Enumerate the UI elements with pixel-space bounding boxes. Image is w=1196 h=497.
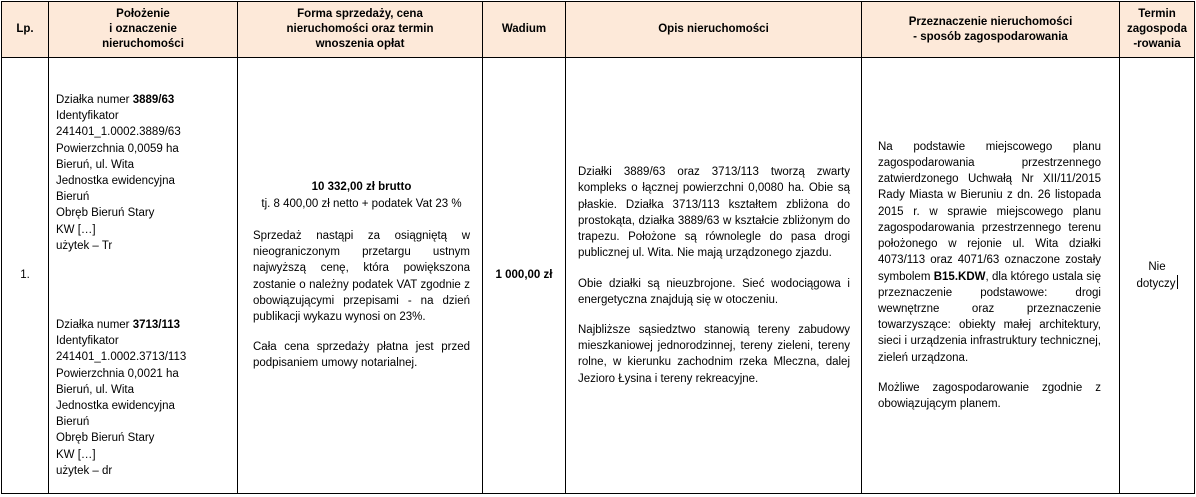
cell-lp: 1. [2, 58, 49, 494]
dzialka-2-number: 3713/113 [132, 319, 181, 332]
cell-wadium: 1 000,00 zł [483, 58, 566, 494]
warunki-sprzedazy: Sprzedaż nastąpi za osiągniętą w nieograniczonym przetargu ustnym najwyższą cenę, która powiększona zostanie o należny podatek VAT zgodnie z obowiązującymi przepisami - na dzień publikacji wykazu wynosi on 23%. [253, 229, 470, 323]
header-przeznaczenie: Przeznaczenie nieruchomości - sposób zagospodarowania [862, 2, 1120, 58]
opis-paragraph-1: Działki 3889/63 oraz 3713/113 tworzą zwarty kompleks o łącznej powierzchni 0,0080 ha. Obie są płaskie. Działka 3713/113 kształtem zbliżona do prostokąta, działka 3889/63 w kształcie zbliżonym do trapezu. Położone są równolegle do pasa drogi publicznej ul. Wita. Nie mają urządzonego zjazdu. [578, 166, 850, 260]
header-opis: Opis nieruchomości [566, 2, 862, 58]
sale-listing-table [1, 1, 1195, 494]
table-row [2, 58, 1195, 494]
cell-termin: Nie dotyczy [1120, 58, 1195, 494]
opis-paragraph-2: Obie działki są nieuzbrojone. Sieć wodociągowa i energetyczna znajdują się w otoczeniu. [578, 277, 850, 306]
dzialka-1-number: 3889/63 [132, 94, 175, 106]
cena-brutto: 10 332,00 zł brutto [311, 181, 412, 194]
text-cursor [1177, 275, 1178, 289]
cell-polozenie [49, 58, 238, 494]
cell-przeznaczenie [862, 58, 1120, 494]
cell-opis [566, 58, 862, 494]
symbol-planu: B15.KDW [933, 270, 986, 283]
przeznaczenie-paragraph-2: Możliwe zagospodarowanie zgodnie z obowiązującym planem. [878, 381, 1101, 410]
header-wadium: Wadium [483, 2, 566, 58]
dzialka-1: Działka numer 3889/63 Identyfikator 241401_1.0002.3889/63 Powierzchnia 0,0059 ha Bieruń, ul. Wita Jednostka ewidencyjna Bieruń Obręb Bieruń Stary KW […] użytek – Tr [56, 94, 181, 252]
warunki-platnosci: Cała cena sprzedaży płatna jest przed podpisaniem umowy notarialnej. [253, 341, 470, 370]
cell-forma-sprzedazy [238, 58, 483, 494]
opis-paragraph-3: Najbliższe sąsiedztwo stanowią tereny zabudowy mieszkaniowej jednorodzinnej, tereny zieleni, tereny rolne, w kierunku zachodnim rzeka Mleczna, dalej Jezioro Łysina i tereny rekreacyjne. [578, 323, 850, 385]
header-polozenie: Położenie i oznaczenie nieruchomości [49, 2, 238, 58]
dzialka-2: Działka numer 3713/113 Identyfikator 241401_1.0002.3713/113 Powierzchnia 0,0021 ha Bieruń, ul. Wita Jednostka ewidencyjna Bieruń Obręb Bieruń Stary KW […] użytek – dr [56, 319, 187, 477]
przeznaczenie-paragraph-1: Na podstawie miejscowego planu zagospodarowania przestrzennego zatwierdzonego Uchwałą Nr XII/11/2015 Rady Miasta w Bieruniu z dn. 26 listopada 2015 r. w sprawie miejscowego planu zagospodarowania przestrzennego terenu położonego w rejonie ul. Wita działki 4073/113 oraz 4071/63 oznaczone zostały symbolem B15.KDW, dla którego ustala się przeznaczenie podstawowe: drogi wewnętrzne oraz przeznaczenie towarzyszące: obiekty małej architektury, sieci i urządzenia infrastruktury technicznej, zieleń urządzona. [878, 140, 1101, 364]
cena-netto: tj. 8 400,00 zł netto + podatek Vat 23 % [261, 197, 462, 210]
header-lp: Lp. [2, 2, 49, 58]
header-termin: Termin zagospoda -rowania [1120, 2, 1195, 58]
header-forma-sprzedazy: Forma sprzedaży, cena nieruchomości oraz termin wnoszenia opłat [238, 2, 483, 58]
header-row [2, 2, 1195, 58]
